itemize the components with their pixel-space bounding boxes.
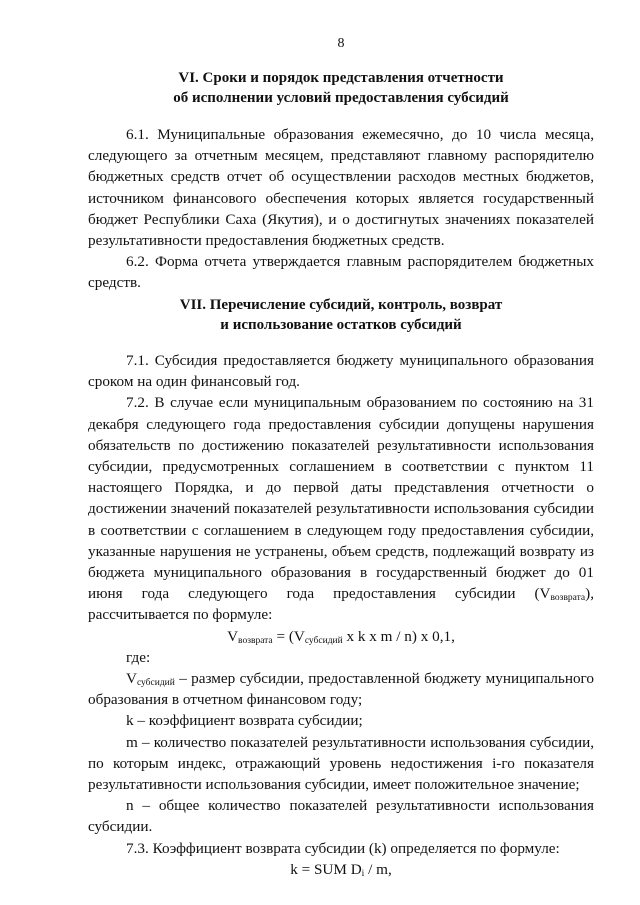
- formula-v: V: [227, 627, 239, 645]
- section-7-body: [88, 350, 594, 880]
- definition-n: n – общее количество показателей результативности использования субсидии.: [88, 797, 594, 836]
- paragraph-6-2: 6.2. Форма отчета утверждается главным распорядителем бюджетных средств.: [88, 253, 594, 292]
- section-6-heading: [88, 68, 594, 108]
- v-return-subscript: возврата: [550, 593, 586, 604]
- def-v-symbol: V: [126, 670, 137, 688]
- formula-return-volume: [88, 626, 594, 647]
- formula2-subscript: i: [361, 868, 365, 879]
- formula-tail: x k x m / n) x 0,1,: [342, 627, 455, 645]
- formula2-pre: k = SUM D: [290, 860, 362, 878]
- paragraph-7-3: 7.3. Коэффициент возврата субсидии (k) определяется по формуле:: [126, 839, 560, 857]
- definition-k: k – коэффициент возврата субсидии;: [126, 712, 363, 730]
- paragraph-7-2: [88, 392, 594, 625]
- definition-m: m – количество показателей результативности использования субсидии, по которым индекс, отражающий уровень недостижения i-го показателя результативности использования субсидии, имеет положительное значение;: [88, 733, 594, 794]
- formula-subsidy-subscript: субсидий: [304, 635, 343, 646]
- where-label: где:: [126, 648, 151, 666]
- page-number: 8: [337, 36, 345, 51]
- paragraph-6-1: 6.1. Муниципальные образования ежемесячно, до 10 числа месяца, следующего за отчетным месяцем, представляют главному распорядителю бюджетных средств отчет об осуществлении расходов местных бюджетов, источником финансового обеспечения которых является государственный бюджет Республики Саха (Якутия), и о достигнутых значениях показателей результативности предоставления бюджетных средств.: [88, 126, 594, 250]
- paragraph-7-1: 7.1. Субсидия предоставляется бюджету муниципального образования сроком на один финансовый год.: [88, 352, 594, 391]
- paragraph-7-2-tail: ), рассчитывается по формуле:: [88, 585, 594, 624]
- formula2-post: / m,: [364, 860, 392, 878]
- def-v-text: – размер субсидии, предоставленной бюджету муниципального образования в отчетном финансовом году;: [88, 670, 594, 709]
- paragraph-7-2-text: 7.2. В случае если муниципальным образованием по состоянию на 31 декабря следующего года предоставления субсидии допущены нарушения обязательств по достижению показателей результативности использования субсидии, предусмотренных соглашением в соответствии с пунктом 11 настоящего Порядка, и до первой даты представления отчетности о достижении значений показателей результативности использования субсидии в соответствии с соглашением в следующем году предоставления субсидии, указанные нарушения не устранены, объем средств, подлежащий возврату из бюджета муниципального образования в государственный бюджет до 01 июня года следующего года предоставления субсидии (V: [88, 394, 594, 603]
- formula-return-coefficient: [88, 859, 594, 880]
- definition-v-subsidy: [88, 668, 594, 710]
- section-6-title-line1: VI. Сроки и порядок представления отчетности: [178, 70, 504, 86]
- section-7-title-line2: и использование остатков субсидий: [220, 317, 462, 333]
- section-7-title-line1: VII. Перечисление субсидий, контроль, возврат: [179, 297, 503, 313]
- formula-mid: = (V: [272, 627, 305, 645]
- section-6-body: [88, 124, 594, 294]
- formula-v-subscript: возврата: [238, 635, 273, 646]
- def-v-subscript: субсидий: [136, 678, 175, 689]
- section-7-heading: [88, 295, 594, 335]
- section-6-title-line2: об исполнении условий предоставления субсидий: [173, 90, 509, 106]
